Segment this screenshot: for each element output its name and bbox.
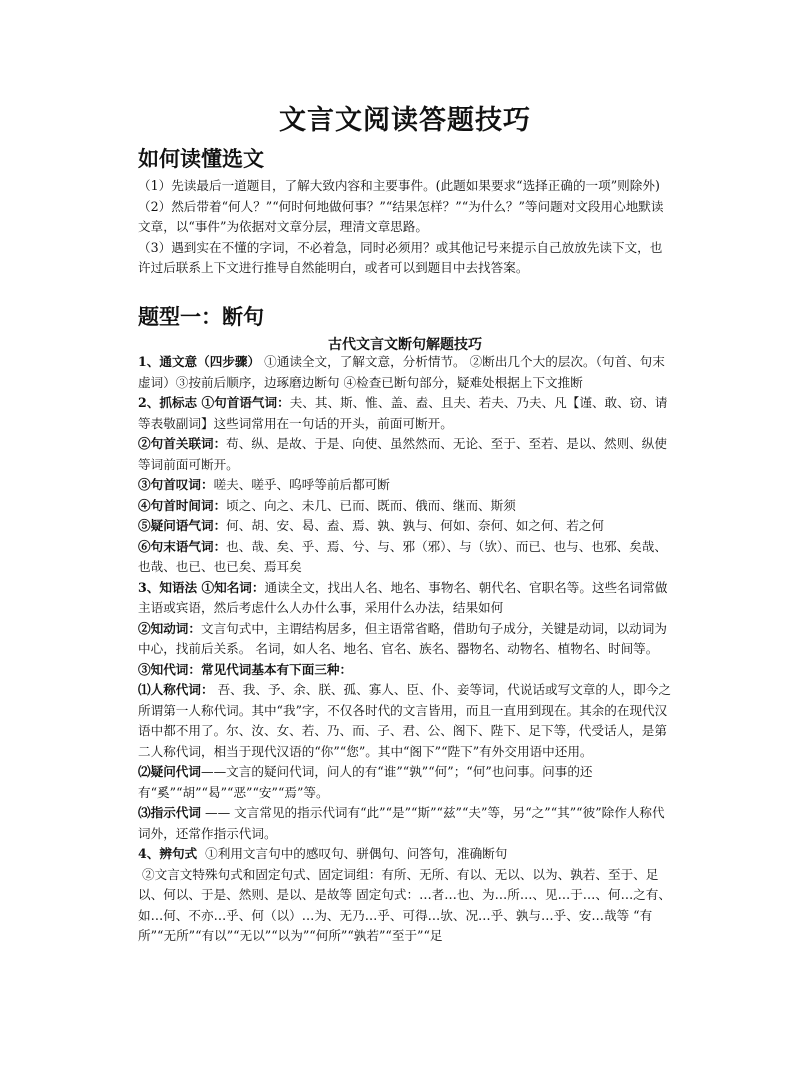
punctuation-techniques xyxy=(138,352,673,947)
step-2-label: 2、抓标志 ①句首语气词： xyxy=(138,395,290,410)
reading-step-2: （2）然后带着“何人？”“何时何地做何事？”“结果怎样？”“为什么？”等问题对文段用心地默读文章，以“事件”为依据对文章分层，理清文章思路。 xyxy=(138,198,664,234)
step-4b-text: ②文言文特殊句式和固定句式、固定词组：有所、无所、有以、无以、以为、孰若、至于、足以、何以、于是、然则、是以、是故等 固定句式：…者…也、为…所…、见…于…、何…之有、如…何、不亦…乎、何（以）…为、无乃…乎、可得…欤、况…乎、孰与…乎、安…哉等 “有所”“无所”“有以”“无以”“以为”“何所”“孰若”“至于”“足 xyxy=(138,866,671,943)
step-2e-text: 何、胡、安、曷、盍、焉、孰、孰与、何如、奈何、如之何、若之何 xyxy=(226,518,604,533)
page-title: 文言文阅读答题技巧 xyxy=(279,105,531,136)
step-2e-label: ⑤疑问语气词： xyxy=(138,518,227,533)
section-heading-reading: 如何读懂选文 xyxy=(138,147,264,171)
section-heading-punctuation: 题型一：断句 xyxy=(138,305,264,329)
step-3b-text: 文言句式中，主谓结构居多，但主语常省略，借助句子成分，关键是动词，以动词为中心，找前后关系。 名词，如人名、地名、官名、族名、器物名、动物名、植物名、时间等。 xyxy=(138,620,667,656)
step-4-text: ①利用文言句中的感叹句、骈偶句、问答句，准确断句 xyxy=(197,846,508,861)
step-2b-text: 苟、纵、是故、于是、向使、虽然然而、无论、至于、至若、是以、然则、纵使 等词前面可断开。 xyxy=(138,436,671,472)
step-3-label: 3、知语法 ①知名词： xyxy=(138,579,265,595)
step-4-label: 4、辨句式 xyxy=(138,846,198,861)
step-3-text: 通读全文，找出人名、地名、事物名、朝代名、官职名等。这些名词常做主语或宾语，然后考虑什么人办什么事，采用什么办法，结果如何 xyxy=(138,579,668,615)
step-2c-text: 嗟夫、嗟乎、呜呼等前后都可断 xyxy=(213,477,390,492)
reading-steps xyxy=(138,176,673,279)
step-2d-text: 顷之、向之、未几、已而、既而、俄而、继而、斯须 xyxy=(226,497,516,513)
step-2d-label: ④句首时间词： xyxy=(138,497,227,513)
step-2f-label: ⑥句末语气词： xyxy=(138,538,227,554)
step-1-text: ①通读全文，了解文意，分析情节。 ②断出几个大的层次。（句首、句末虚词）③按前后顺序，边琢磨边断句 ④检查已断句部分，疑难处根据上下文推断 xyxy=(138,354,665,390)
pronoun-personal-text: 吾、我、予、余、朕、孤、寡人、臣、仆、妾等词，代说话或写文章的人，即今之所谓第一人称代词。其中“我”字，不仅各时代的文言皆用，而且一直用到现在。其余的在现代汉语中都不用了。尔、汝、女、若、乃、而、子、君、公、阁下、陛下、足下等，代受话人，是第二人称代词，相当于现代汉语的“你”“您”。其中“阁下”“陛下”有外交用语中还用。 xyxy=(138,682,671,759)
reading-step-3: （3）遇到实在不懂的字词，不必着急，同时必须用？或其他记号来提示自己放放先读下文，也许过后联系上下文进行推导自然能明白，或者可以到题目中去找答案。 xyxy=(138,239,663,275)
step-2b-label: ②句首关联词： xyxy=(138,436,227,451)
step-2c-label: ③句首叹词： xyxy=(138,477,214,492)
pronoun-demonstrative-label: ⑶指示代词 xyxy=(138,805,201,820)
step-3b-label: ②知动词： xyxy=(138,620,201,636)
step-1-label: 1、通文意（四步骤） xyxy=(138,354,261,369)
section-subtitle: 古代文言文断句解题技巧 xyxy=(328,337,482,353)
pronoun-personal-label: ⑴人称代词： xyxy=(138,682,214,697)
reading-step-1: （1）先读最后一道题目，了解大致内容和主要事件。(此题如果要求“选择正确的一项”则除外) xyxy=(138,178,660,193)
step-2f-text: 也、哉、矣、乎、焉、兮、与、邪（邪）、与（欤）、而已、也与、也邪、矣哉、也哉、也已、也已矣、焉耳矣 xyxy=(138,538,667,574)
step-2-text: 夫、其、斯、惟、盖、盍、且夫、若夫、乃夫、凡【谨、敢、窃、请等表敬副词】这些词常用在一句话的开头，前面可断开。 xyxy=(138,395,668,431)
pronoun-question-label: ⑵疑问代词 xyxy=(138,764,201,779)
pronoun-demonstrative-text: —— 文言常见的指示代词有“此”“是”“斯”“兹”“夫”等，另“之”“其”“彼”除作人称代词外，还常作指示代词。 xyxy=(138,805,665,841)
step-3c-label: ③知代词：常见代词基本有下面三种： xyxy=(138,661,353,677)
pronoun-question-text: ——文言的疑问代词，问人的有“谁”“孰”“何”；“何”也问事。问事的还有“奚”“胡”“曷”“恶”“安”“焉”等。 xyxy=(138,764,593,800)
